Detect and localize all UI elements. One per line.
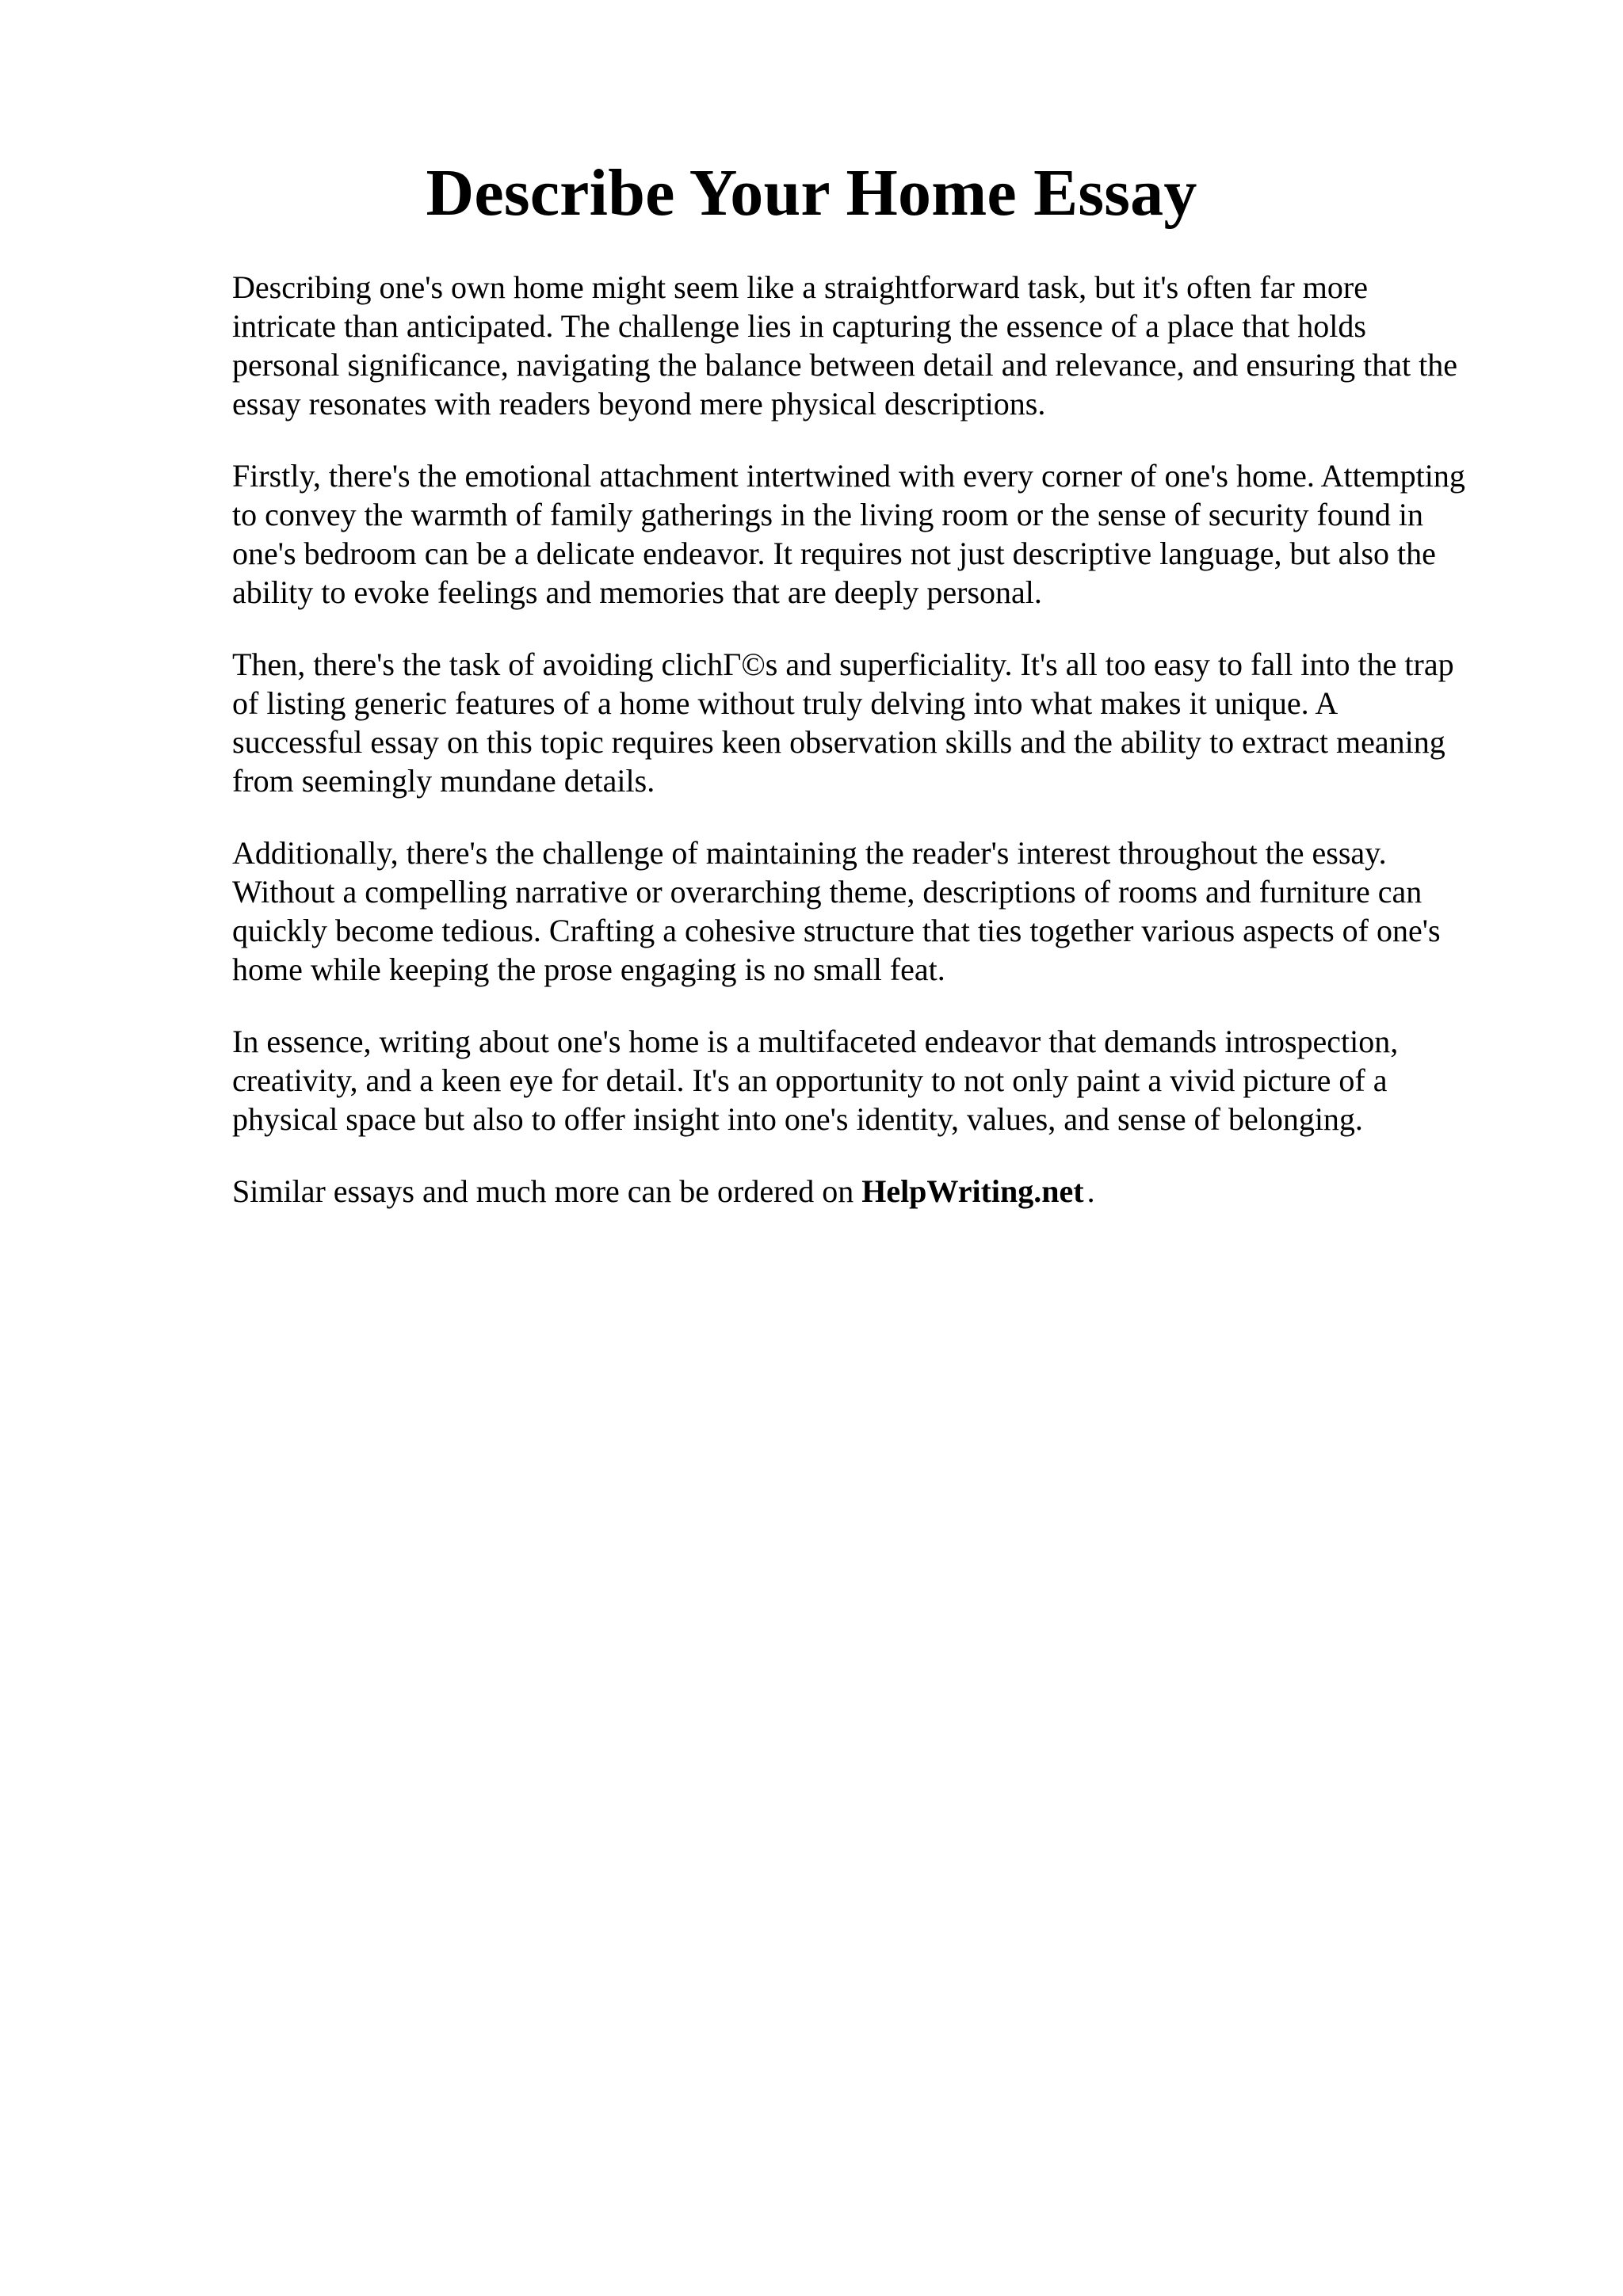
text-line: creativity, and a keen eye for detail. It's an opportunity to not only paint a vivid picture of a bbox=[232, 1062, 1388, 1098]
paragraph-1 bbox=[232, 268, 1532, 423]
text-line: essay resonates with readers beyond mere physical descriptions. bbox=[232, 386, 1046, 421]
text-line: to convey the warmth of family gatherings in the living room or the sense of security found in bbox=[232, 497, 1423, 532]
paragraph-3 bbox=[232, 645, 1532, 800]
text-line: from seemingly mundane details. bbox=[232, 763, 655, 799]
paragraph-4 bbox=[232, 833, 1532, 989]
closing-line bbox=[232, 1172, 1532, 1211]
text-line: intricate than anticipated. The challenge lies in capturing the essence of a place that holds bbox=[232, 308, 1366, 344]
paragraph-5 bbox=[232, 1022, 1532, 1138]
essay-body bbox=[232, 268, 1532, 1211]
text-line: home while keeping the prose engaging is no small feat. bbox=[232, 952, 945, 987]
text-line: quickly become tedious. Crafting a cohesive structure that ties together various aspects of one's bbox=[232, 913, 1441, 948]
text-line: successful essay on this topic requires keen observation skills and the ability to extract meaning bbox=[232, 724, 1445, 760]
text-line: Without a compelling narrative or overarching theme, descriptions of rooms and furniture can bbox=[232, 874, 1423, 910]
text-line: Additionally, there's the challenge of maintaining the reader's interest throughout the essay. bbox=[232, 835, 1387, 871]
text-line: ability to evoke feelings and memories that are deeply personal. bbox=[232, 574, 1042, 610]
text-line: Describing one's own home might seem like a straightforward task, but it's often far more bbox=[232, 269, 1368, 305]
closing-text: Similar essays and much more can be ordered on bbox=[232, 1173, 854, 1209]
text-line: physical space but also to offer insight into one's identity, values, and sense of belonging. bbox=[232, 1101, 1363, 1137]
text-line: one's bedroom can be a delicate endeavor. It requires not just descriptive language, but also the bbox=[232, 536, 1436, 571]
text-line: of listing generic features of a home without truly delving into what makes it unique. A bbox=[232, 685, 1338, 721]
text-line: personal significance, navigating the balance between detail and relevance, and ensuring that the bbox=[232, 347, 1458, 383]
closing-period: . bbox=[1086, 1173, 1095, 1209]
text-line: In essence, writing about one's home is a multifaceted endeavor that demands introspection, bbox=[232, 1024, 1399, 1059]
text-line: Then, there's the task of avoiding clichГ©s and superficiality. It's all too easy to fall into the trap bbox=[232, 646, 1454, 682]
paragraph-2 bbox=[232, 456, 1532, 612]
brand-link[interactable]: HelpWriting.net bbox=[861, 1173, 1084, 1209]
page-title: Describe Your Home Essay bbox=[426, 156, 1197, 230]
text-line: Firstly, there's the emotional attachment intertwined with every corner of one's home. Attempting bbox=[232, 458, 1465, 494]
